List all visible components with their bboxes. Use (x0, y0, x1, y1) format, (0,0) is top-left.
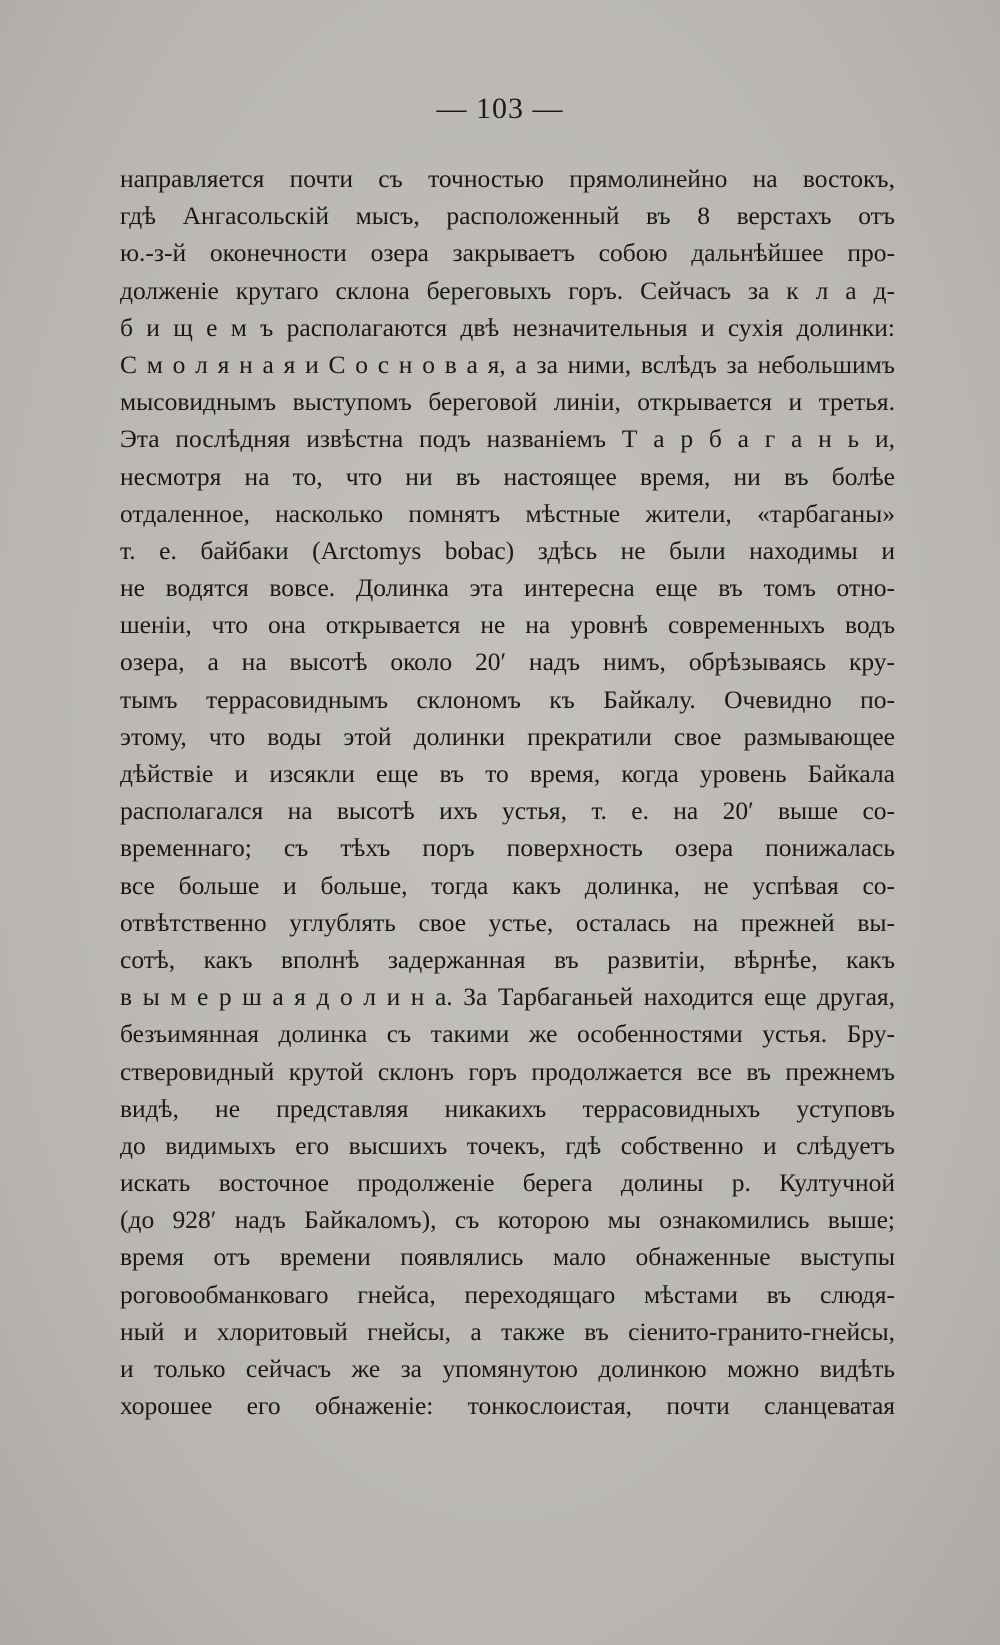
text-line: тымъ террасовиднымъ склономъ къ Байкалу. Очевидно по- (120, 684, 895, 714)
text-line: озера, а на высотѣ около 20′ надъ нимъ, обрѣзываясь кру- (120, 647, 895, 677)
text-line: долженіе крутаго склона береговыхъ горъ. Сейчасъ за к л а д- (120, 275, 895, 305)
text-line: сотѣ, какъ вполнѣ задержанная въ развитіи, вѣрнѣе, какъ (120, 944, 895, 974)
text-line: хорошее его обнаженіе: тонкослоистая, почти сланцеватая (120, 1391, 895, 1421)
text-line: не водятся вовсе. Долинка эта интересна еще въ томъ отно- (120, 573, 895, 603)
text-line: С м о л я н а я и С о с н о в а я, а за ними, вслѣдъ за небольшимъ (120, 349, 895, 379)
text-line: и только сейчасъ же за упомянутою долинкою можно видѣть (120, 1354, 895, 1383)
text-line: Эта послѣдняя извѣстна подъ названіемъ Т а р б а г а н ь и, (120, 424, 895, 454)
text-line: ный и хлоритовый гнейсы, а также въ сіенито-гранито-гнейсы, (120, 1316, 895, 1346)
text-line: искать восточное продолженіе берега долины р. Култучной (120, 1168, 895, 1198)
text-line: отвѣтственно углублять свое устье, осталась на прежней вы- (120, 907, 895, 937)
text-line: шеніи, что она открывается не на уровнѣ современныхъ водъ (120, 610, 895, 640)
text-line: гдѣ Ангасольскій мысъ, расположенный въ 8 верстахъ отъ (120, 201, 895, 231)
text-line: видѣ, не представляя никакихъ террасовидныхъ уступовъ (120, 1093, 895, 1123)
text-line: (до 928′ надъ Байкаломъ), съ которою мы ознакомились выше; (120, 1205, 895, 1235)
text-line: отдаленное, насколько помнятъ мѣстные жители, «тарбаганы» (120, 498, 895, 528)
text-line: ю.-з-й оконечности озера закрываетъ собою дальнѣйшее про- (120, 238, 895, 268)
text-line: направляется почти съ точностью прямолинейно на востокъ, (120, 164, 895, 193)
text-line: дѣйствіе и изсякли еще въ то время, когда уровень Байкала (120, 759, 895, 788)
text-line: до видимыхъ его высшихъ точекъ, гдѣ собственно и слѣдуетъ (120, 1130, 895, 1160)
text-line: безъимянная долинка съ такими же особенностями устья. Бру- (120, 1019, 895, 1049)
text-line: временнаго; съ тѣхъ поръ поверхность озера понижалась (120, 833, 895, 863)
text-line: в ы м е р ш а я д о л и н а. За Тарбаганьей находится еще другая, (120, 982, 895, 1012)
text-line: роговообманковаго гнейса, переходящаго мѣстами въ слюдя- (120, 1279, 895, 1309)
text-line: несмотря на то, что ни въ настоящее время, ни въ болѣе (120, 461, 895, 491)
text-line: мысовиднымъ выступомъ береговой линіи, открывается и третья. (120, 387, 895, 417)
text-line: стверовидный крутой склонъ горъ продолжается все въ прежнемъ (120, 1056, 895, 1086)
text-line: все больше и больше, тогда какъ долинка, не успѣвая со- (120, 870, 895, 900)
text-line: т. е. байбаки (Arctomys bobac) здѣсь не были находимы и (120, 535, 895, 565)
text-line: располагался на высотѣ ихъ устья, т. е. на 20′ выше со- (120, 796, 895, 826)
text-line: время отъ времени появлялись мало обнаженные выступы (120, 1242, 895, 1272)
text-line: этому, что воды этой долинки прекратили свое размывающее (120, 721, 895, 751)
page-number: — 103 — (436, 92, 564, 125)
text-line: б и щ е м ъ располагаются двѣ незначительныя и сухія долинки: (120, 312, 895, 342)
body-text (120, 160, 895, 1424)
